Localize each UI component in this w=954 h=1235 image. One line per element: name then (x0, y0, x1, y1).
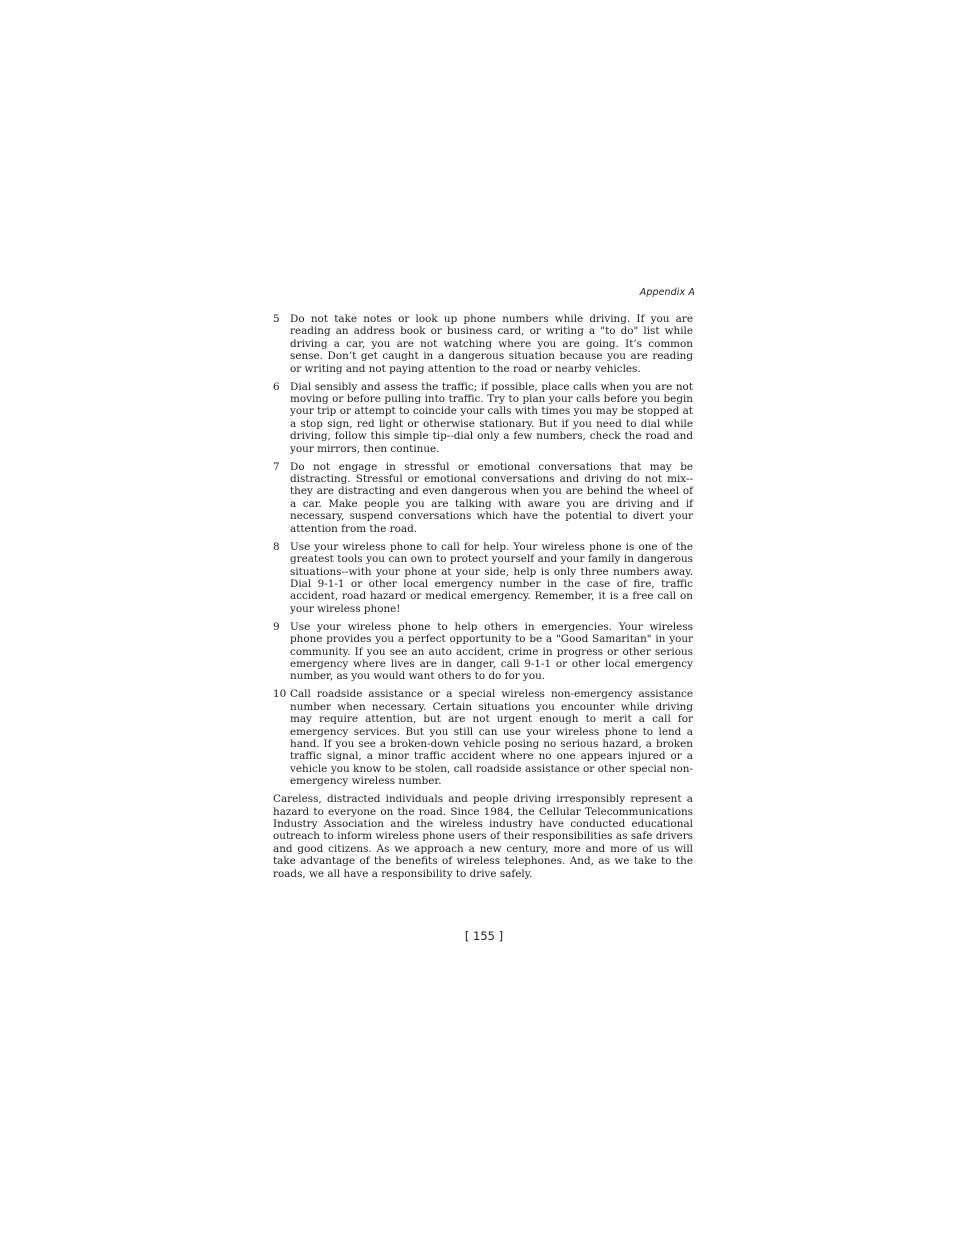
tip-number: 10 (273, 688, 287, 701)
body-content (273, 313, 693, 880)
page-number: [ 155 ] (464, 929, 504, 943)
tip-number: 5 (273, 313, 280, 325)
tip-number: 6 (273, 380, 280, 393)
tip-item (273, 461, 693, 535)
tip-text: Call roadside assistance or a special wireless non-emergency assistance number when necessary. Certain situations you encounter while driving may require attention, but are not urgent enough to merit a call for emergency services. But you still can use your wireless phone to lend a hand. If you see a broken-down vehicle posing no serious hazard, a broken traffic signal, a minor traffic accident where no one appears injured or a vehicle you know to be stolen, call roadside assistance or other special non-emergency wireless number. (290, 688, 693, 788)
tip-text: Do not engage in stressful or emotional conversations that may be distracting. Stressful or emotional conversations and driving do not mix--they are distracting and even dangerous when you are behind the wheel of a car. Make people you are talking with aware you are driving and if necessary, suspend conversations which have the potential to divert your attention from the road. (290, 460, 693, 535)
tip-text: Use your wireless phone to call for help. Your wireless phone is one of the greatest tools you can own to protect yourself and your family in dangerous situations--with your phone at your side, help is only three numbers away. Dial 9-1-1 or other local emergency number in the case of fire, traffic accident, road hazard or medical emergency. Remember, it is a free call on your wireless phone! (290, 540, 693, 615)
tip-number: 9 (273, 620, 280, 633)
tip-text: Use your wireless phone to help others in emergencies. Your wireless phone provides you a perfect opportunity to be a "Good Samaritan" in your community. If you see an auto accident, crime in progress or other serious emergency where lives are in danger, call 9-1-1 or other local emergency number, as you would want others to do for you. (290, 620, 693, 683)
tip-number: 7 (273, 460, 280, 473)
closing-paragraph: Careless, distracted individuals and people driving irresponsibly represent a hazard to everyone on the road. Since 1984, the Cellular Telecommunications Industry Association and the wireless industry have conducted educational outreach to inform wireless phone users of their responsibilities as safe drivers and good citizens. As we approach a new century, more and more of us will take advantage of the benefits of wireless telephones. And, as we take to the roads, we all have a responsibility to drive safely. (273, 793, 693, 880)
running-header: Appendix A (639, 287, 695, 298)
tip-text: Do not take notes or look up phone numbers while driving. If you are reading an address book or business card, or writing a "to do" list while driving a car, you are not watching where you are going. It’s common sense. Don’t get caught in a dangerous situation because you are reading or writing and not paying attention to the road or nearby vehicles. (290, 313, 693, 375)
safety-tips-list (273, 313, 693, 788)
tip-item (273, 381, 693, 455)
tip-number: 8 (273, 540, 280, 553)
tip-item (273, 313, 693, 375)
tip-item (273, 621, 693, 683)
tip-item (273, 541, 693, 615)
tip-item (273, 688, 693, 787)
tip-text: Dial sensibly and assess the traffic; if possible, place calls when you are not moving or before pulling into traffic. Try to plan your calls before you begin your trip or attempt to coincide your calls with times you may be stopped at a stop sign, red light or otherwise stationary. But if you need to dial while driving, follow this simple tip--dial only a few numbers, check the road and your mirrors, then continue. (290, 380, 693, 455)
